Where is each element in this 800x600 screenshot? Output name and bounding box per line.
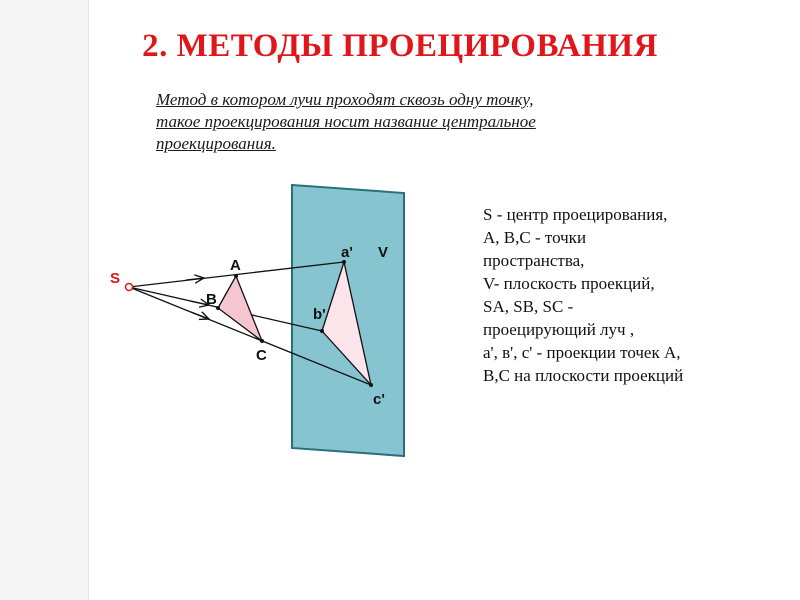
legend-text xyxy=(483,203,783,387)
legend-line: проецирующий луч , xyxy=(483,320,635,339)
page-title: 2. МЕТОДЫ ПРОЕЦИРОВАНИЯ xyxy=(142,28,658,64)
label-a: A xyxy=(230,257,241,274)
point-a xyxy=(234,274,238,278)
point-s xyxy=(126,284,133,291)
label-c: C xyxy=(256,347,267,364)
ray-sc-arrow xyxy=(191,312,209,319)
definition-line: Метод в котором лучи проходят сквозь одну точку, xyxy=(156,90,534,109)
label-s: S xyxy=(110,270,121,287)
legend-line: В,С на плоскости проекций xyxy=(483,366,684,385)
definition-line: такое проекцирования носит название центральное xyxy=(156,112,536,131)
label-v: V xyxy=(378,244,389,261)
point-c xyxy=(260,339,264,343)
label-b-prime: b' xyxy=(313,306,326,323)
point-b-prime xyxy=(320,329,324,333)
label-b: B xyxy=(206,291,217,308)
legend-line: V- плоскость проекций, xyxy=(483,274,655,293)
label-a-prime: a' xyxy=(341,244,353,261)
legend-line: пространства, xyxy=(483,251,585,270)
legend-line: A, B,C - точки xyxy=(483,228,587,247)
point-c-prime xyxy=(369,383,373,387)
label-c-prime: c' xyxy=(373,391,385,408)
legend-line: S - центр проецирования, xyxy=(483,205,668,224)
legend-line: a', в', с' - проекции точек А, xyxy=(483,343,681,362)
definition-line: проекцирования. xyxy=(156,134,276,153)
legend-line: SA, SB, SC - xyxy=(483,297,574,316)
